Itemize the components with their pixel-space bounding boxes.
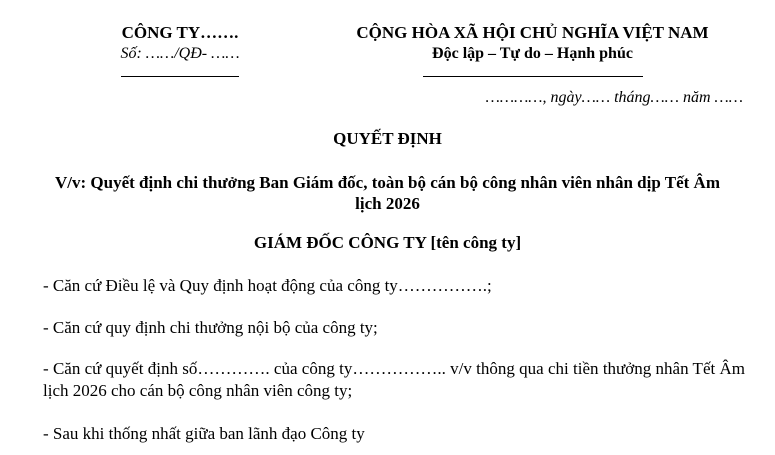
header-right-block (330, 22, 735, 77)
company-name: CÔNG TY……. (121, 23, 239, 42)
document-subject: V/v: Quyết định chi thưởng Ban Giám đốc, toàn bộ cán bộ công nhân viên nhân dịp Tết Âm lịch 2026 (55, 173, 720, 213)
basis-paragraph-2: - Căn cứ quy định chi thưởng nội bộ của công ty; (43, 318, 378, 337)
national-motto: Độc lập – Tự do – Hạnh phúc (432, 45, 633, 62)
basis-paragraph-4: - Sau khi thống nhất giữa ban lãnh đạo Công ty (43, 424, 365, 443)
document-title: QUYẾT ĐỊNH (333, 129, 442, 148)
header-right-underline (423, 76, 643, 77)
date-line: …………, ngày…… tháng…… năm …… (485, 89, 743, 106)
basis-paragraph-1: - Căn cứ Điều lệ và Quy định hoạt động của công ty…………….; (43, 276, 492, 295)
national-title: CỘNG HÒA XÃ HỘI CHỦ NGHĨA VIỆT NAM (356, 23, 709, 42)
decision-number: Số: ……/QĐ- …… (120, 45, 240, 62)
header-left-block (90, 22, 270, 77)
issuer-title: GIÁM ĐỐC CÔNG TY [tên công ty] (253, 233, 522, 252)
header-left-underline (121, 76, 239, 77)
basis-paragraph-3: - Căn cứ quyết định số…………. của công ty…………….. v/v thông qua chi tiền thưởng nhân Tết Âm lịch 2026 cho cán bộ công nhân viên công ty; (43, 359, 745, 400)
